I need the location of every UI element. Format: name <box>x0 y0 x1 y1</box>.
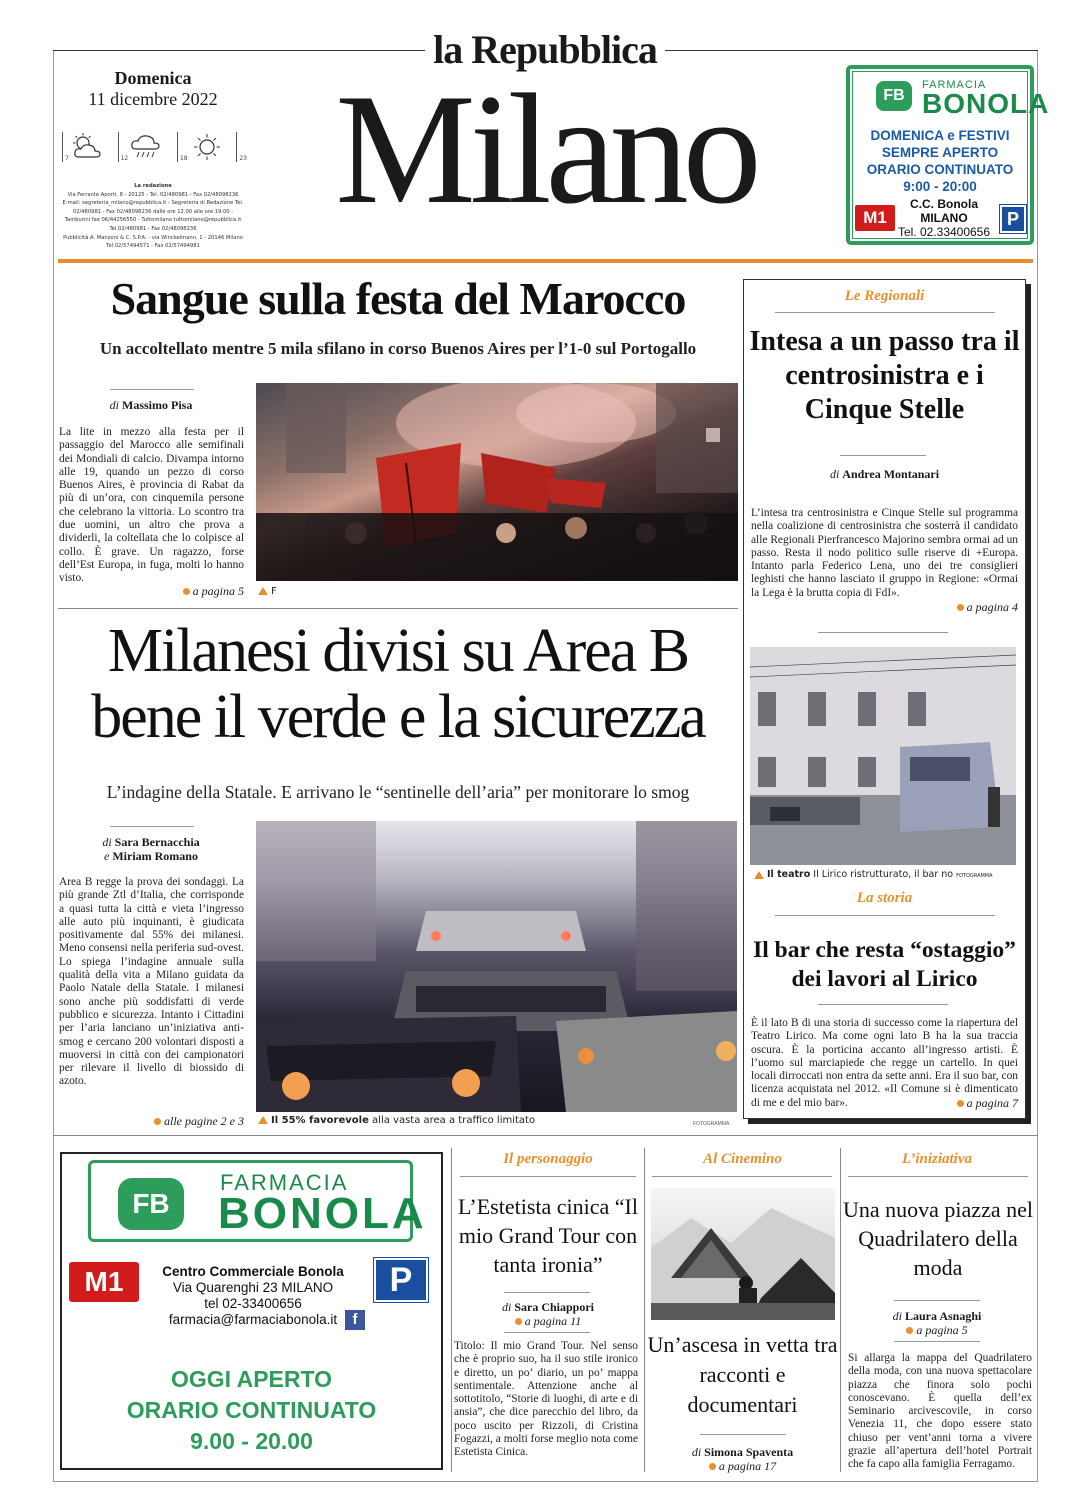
partly-cloudy-icon <box>71 133 105 161</box>
section-rule <box>894 1341 980 1342</box>
col-kicker: L’iniziativa <box>901 1151 972 1167</box>
byline-prefix: di <box>892 1309 902 1323</box>
farmacia-logo-icon: FB <box>118 1178 184 1230</box>
ad-address <box>138 1264 368 1328</box>
redazione-line: Via Ferrante Aporti, 8 - 20125 - Tel. 02/480981 - Fax 02/48098236 <box>67 191 239 198</box>
lead-body: La lite in mezzo alla festa per il passaggio del Marocco alle semifinali dei Mondiali di calcio. Divampa intorno alle 19, quando un pezzo di corso Buenos Aires, è provincia di Rabat da più di un’ora, con cinquemila persone che celebrano la vittoria. Lo scontro tra due uomini, un altro che prova a dividerli, la coltellata che lo colpisce al collo. È grave. Un ragazzo, forse dell’Est Europa, in fuga, molti lo hanno visto. <box>59 426 244 585</box>
sidebar-body-2: È il lato B di una storia di successo come la riapertura del Teatro Lirico. Ma come ogni lato B ha la sua traccia oscura. È la porticina accanto all’ingresso artisti. È l’uomo sul marciapiede che regge un cartello. In quei locali dirroccati non entra da sette anni. Era il suo bar, con licenza acquistata nel 2012. «Il Comune si è dimenticato di me e del mio bar». <box>751 1017 1018 1109</box>
bottom-section-rule <box>53 1135 1038 1136</box>
byline-rule <box>894 1300 980 1301</box>
weather-temp: 7 <box>65 155 69 162</box>
ad-tel: tel 02-33400656 <box>204 1296 302 1311</box>
ad-hours-block <box>850 127 1030 195</box>
caption-text: F <box>271 586 277 597</box>
col-headline[interactable]: Una nuova piazza nel Quadrilatero della moda <box>843 1197 1033 1280</box>
byline-prefix: di <box>691 1445 702 1459</box>
col-headline[interactable]: Un’ascesa in vetta tra racconti e documentari <box>647 1332 838 1417</box>
ad-street: Via Quarenghi 23 MILANO <box>172 1280 334 1295</box>
kicker-rule <box>775 312 995 313</box>
weather-temp: 23 <box>239 155 247 162</box>
masthead-brand[interactable]: la Repubblica <box>433 27 657 72</box>
lead-photo[interactable] <box>256 383 738 581</box>
byline-author: Simona Spaventa <box>704 1445 794 1459</box>
second-headline-line: bene il verde e la sicurezza <box>91 683 705 751</box>
col-byline <box>452 1300 644 1315</box>
sidebar-byline-1 <box>745 467 1024 482</box>
second-photo-caption <box>258 1115 535 1126</box>
col-body: Titolo: Il mio Grand Tour. Nel senso che è proprio suo, ha il suo stile ironico e diretto, un po’ diario, un po’ mappa sentimentale. Attenzione anche al sottotitolo, “Storie di luoghi, di arte e di ansia”, che dice parecchio del libro, da poco uscito per Rizzoli, di Cristina Fogazzi, a molti forse meglio nota come Estetista Cinica. <box>454 1340 638 1459</box>
lead-page-ref[interactable] <box>60 584 244 599</box>
traffic-photo[interactable] <box>256 821 737 1112</box>
byline-author: Andrea Montanari <box>842 467 940 481</box>
kicker-rule <box>775 915 995 916</box>
redazione-title: La redazione <box>134 183 172 189</box>
parking-icon: P <box>1000 205 1026 233</box>
page-ref-text: a pagina 7 <box>966 1096 1018 1110</box>
byline-author: Sara Bernacchia <box>114 835 200 849</box>
ad-center: Centro Commerciale Bonola <box>162 1264 344 1279</box>
col-kicker: Al Cinemino <box>703 1151 782 1167</box>
section-rule <box>58 608 738 609</box>
sidebar-photo-caption <box>754 869 993 880</box>
column-divider <box>644 1148 645 1472</box>
date-full: 11 dicembre 2022 <box>88 89 218 109</box>
caption-bold: Il 55% favorevole <box>271 1115 369 1126</box>
kicker-rule <box>652 1176 832 1177</box>
redazione-line: Tamburini fax 06/44256550 - Tuttomilano tuttomilano@repubblica.it <box>64 217 242 224</box>
masthead-rule-right <box>665 50 1038 51</box>
page-ref-text: a pagina 17 <box>718 1459 777 1473</box>
sun-icon <box>190 133 224 161</box>
caption-text: alla vasta area a traffico limitato <box>368 1115 536 1126</box>
lead-photo-caption <box>258 586 277 597</box>
lead-byline <box>58 398 244 413</box>
weather-slot <box>118 132 165 162</box>
second-subhead: L’indagine della Statale. E arrivano le “sentinelle dell’aria” per monitorare lo smog <box>106 782 690 802</box>
photo-credit: FOTOGRAMMA <box>956 873 993 879</box>
theatre-tram-image <box>750 647 1016 865</box>
byline-prefix: di <box>109 398 119 412</box>
sidebar-kicker-1: Le Regionali <box>844 288 925 304</box>
ad-hours: 9.00 - 20.00 <box>190 1428 313 1454</box>
col-headline[interactable]: L’Estetista cinica “Il mio Grand Tour con tanta ironia” <box>457 1194 638 1277</box>
ad-city: MILANO <box>920 211 968 225</box>
byline-rule <box>700 1434 786 1435</box>
ad-farmacia-bottom[interactable] <box>60 1152 443 1470</box>
mountain-camp-image <box>651 1188 835 1320</box>
farmacia-logo-icon: FB <box>876 81 912 111</box>
ad-line: ORARIO CONTINUATO <box>866 162 1014 177</box>
col-byline <box>841 1309 1033 1324</box>
col-page-ref[interactable] <box>645 1459 840 1474</box>
page-ref-text: a pagina 11 <box>524 1314 582 1328</box>
caption-text: Il Lirico ristrutturato, il bar no <box>810 869 954 880</box>
traffic-image <box>256 821 737 1112</box>
date-day: Domenica <box>114 68 192 88</box>
ad-email[interactable]: farmacia@farmaciabonola.it <box>168 1312 338 1327</box>
byline-rule <box>110 826 194 827</box>
byline-conj: e <box>104 849 110 863</box>
byline-author: Miriam Romano <box>112 849 198 863</box>
byline-rule <box>840 455 926 456</box>
byline-prefix: di <box>829 467 840 481</box>
ad-line: OGGI APERTO <box>170 1366 333 1392</box>
byline-rule <box>504 1292 590 1293</box>
ad-open-block <box>62 1364 441 1457</box>
ad-brand-top: FARMACIA <box>220 1170 349 1195</box>
ad-brand-main: BONOLA <box>922 88 1050 119</box>
crowd-flags-image <box>256 383 738 581</box>
cinemino-photo[interactable] <box>651 1188 835 1320</box>
page-ref-text: a pagina 4 <box>966 600 1018 614</box>
redazione-line: Tel 02/57494571 - Fax 02/57494981 <box>106 243 200 250</box>
dateline <box>58 68 248 110</box>
ad-tel: Tel. 02.33400656 <box>897 225 991 239</box>
weather-temp: 18 <box>179 155 188 162</box>
caption-bold: Il teatro <box>767 869 811 880</box>
section-rule <box>818 1004 948 1005</box>
second-body: Area B regge la prova dei sondaggi. La più grande Ztl d’Italia, che corrisponde a quasi tutta la città e vieta l’ingresso alle auto più inquinanti, è giudicata positivamente dal 55% dei milanesi. Meno consensi nella periferia sud-ovest. Lo spiega l’indagine annuale sulla qualità della vita a Milano guidata da Paolo Natale della Statale. I milanesi sono anche più soddisfatti di verde pubblico e sicurezza. Intanto i Cittadini per l’aria lanciano un’iniziativa anti-smog e cercano 200 volontari disposti a muoversi in città con dei campionatori per rilevare il livello di biossido di azoto. <box>59 876 244 1088</box>
byline-author: Sara Chiappori <box>514 1300 595 1314</box>
ad-address <box>896 197 992 239</box>
page-ref-text: a pagina 5 <box>916 1323 968 1337</box>
ad-hours: 9:00 - 20:00 <box>903 179 977 194</box>
sidebar-body-1: L’intesa tra centrosinistra e Cinque Stelle sul programma nella coalizione di centrosinistra che sosterrà il candidato alle Regionali Pierfrancesco Majorino sembra ormai ad un passo. Resta il nodo politico sulle riserve di +Europa. Intanto parla Federico Lena, uno dei tre consiglieri leghisti che hanno lasciato il gruppo in Regione: «Ormai la Lega è la brutta copia di FdI». <box>751 507 1018 599</box>
edition-title[interactable]: Milano <box>335 62 756 237</box>
byline-author: Massimo Pisa <box>122 398 193 412</box>
weather-slot <box>236 132 247 162</box>
weather-slot <box>177 132 224 162</box>
kicker-rule <box>848 1176 1028 1177</box>
section-rule <box>504 1332 590 1333</box>
ad-line: ORARIO CONTINUATO <box>126 1397 377 1423</box>
second-headline-line: Milanesi divisi su Area B <box>107 617 689 685</box>
redazione-line: Tel.02/480981 - Fax 02/48098236 <box>109 225 197 232</box>
weather-strip <box>62 122 247 162</box>
ad-line: SEMPRE APERTO <box>881 145 999 160</box>
ad-brand-main: BONOLA <box>218 1189 427 1238</box>
metro-m1-icon: M1 <box>69 1262 139 1302</box>
kicker-rule <box>460 1176 636 1177</box>
col-page-ref[interactable] <box>841 1323 1033 1338</box>
ad-farmacia-top[interactable] <box>846 65 1050 245</box>
byline-prefix: di <box>102 835 112 849</box>
facebook-icon[interactable]: f <box>345 1310 365 1330</box>
ad-brand-top: FARMACIA <box>922 79 987 91</box>
col-body: Si allarga la mappa del Quadrilatero della moda, con una nuova spettacolare piazza che finora solo pochi conoscevano. È quella dell’ex Seminario arcivescovile, in corso Venezia 11, che dopo essere stato chiuso per vent’anni torna a vivere grazie all’apertura dell’hotel Portrait che fa capo alla famiglia Ferragamo. <box>848 1352 1032 1471</box>
page-ref-text: a pagina 5 <box>192 584 244 598</box>
weather-temp: 12 <box>120 155 129 162</box>
lead-headline[interactable]: Sangue sulla festa del Marocco <box>110 273 686 324</box>
section-rule <box>818 632 948 633</box>
second-headline[interactable] <box>58 618 738 750</box>
photo-credit: FOTOGRAMMA <box>693 1121 730 1127</box>
redazione-line: Pubblicità A. Manzoni & C. S.P.A. - via Winckelmann, 1 - 20146 Milano <box>63 234 243 241</box>
col-byline <box>645 1445 840 1460</box>
sidebar-kicker-2: La storia <box>856 890 913 906</box>
metro-m1-icon: M1 <box>855 205 895 231</box>
byline-prefix: di <box>501 1300 512 1314</box>
lead-subhead: Un accoltellato mentre 5 mila sfilano in corso Buenos Aires per l’1-0 sul Portogallo <box>99 339 697 358</box>
sidebar-headline-1[interactable]: Intesa a un passo tra il centrosinistra e i Cinque Stelle <box>749 326 1020 425</box>
header-rule <box>58 259 1033 263</box>
ad-line: DOMENICA e FESTIVI <box>870 128 1010 143</box>
ad-center: C.C. Bonola <box>910 197 978 211</box>
parking-icon: P <box>374 1258 428 1302</box>
lirico-photo[interactable] <box>750 647 1016 865</box>
second-byline <box>58 835 244 863</box>
masthead-rule-left <box>53 50 425 51</box>
weather-slot <box>62 132 105 162</box>
redazione-info <box>58 182 248 251</box>
rain-cloud-icon <box>130 133 164 161</box>
col-page-ref[interactable] <box>452 1314 644 1329</box>
sidebar-page-ref-1[interactable] <box>751 600 1018 615</box>
col-kicker: Il personaggio <box>503 1151 593 1167</box>
byline-rule <box>110 389 194 390</box>
redazione-line: 02/480981 - Fax 02/48098236 dalle ore 12.00 alle ore 19.00 - <box>72 208 234 215</box>
second-page-ref[interactable] <box>60 1114 244 1129</box>
sidebar-page-ref-2[interactable] <box>751 1096 1018 1111</box>
page-ref-text: alle pagine 2 e 3 <box>164 1114 244 1128</box>
redazione-line: E-mail: segreteria_milano@repubblica.it - Segreteria di Redazione Tel. <box>62 200 244 207</box>
byline-author: Laura Asnaghi <box>904 1309 982 1323</box>
sidebar-headline-2[interactable]: Il bar che resta “ostaggio” dei lavori al Lirico <box>753 937 1016 992</box>
